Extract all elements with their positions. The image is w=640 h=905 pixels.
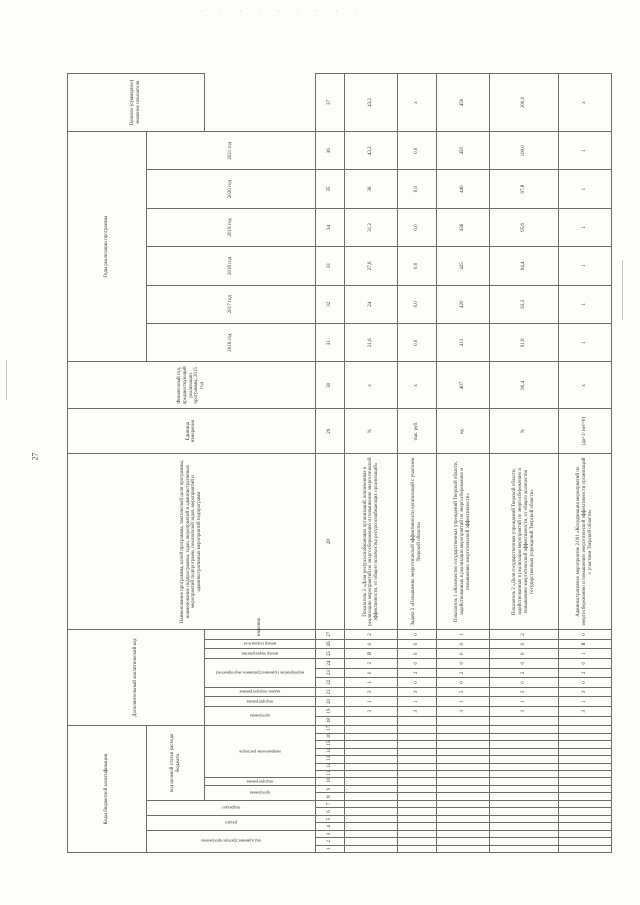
row-fin-year: х	[398, 362, 436, 409]
scan-mark-left	[6, 360, 7, 400]
row-year-value: 0,0	[398, 323, 436, 361]
header-section: раздел	[147, 815, 316, 830]
budget-code-cell	[558, 815, 611, 822]
add-code-cell	[436, 716, 489, 726]
budget-code-cell	[489, 830, 558, 837]
add-code-digit: 1	[489, 697, 558, 707]
header-fin-year: Финансовый год, предшествующий реализации программы, 2015 год	[68, 362, 316, 409]
budget-code-cell	[436, 845, 489, 852]
budget-code-cell	[398, 756, 436, 763]
budget-code-cell	[558, 741, 611, 748]
budget-code-cell	[436, 830, 489, 837]
budget-code-cell	[436, 726, 489, 734]
header-subsection: подраздел	[147, 800, 316, 815]
header-year-2021: 2021 год	[147, 132, 316, 170]
column-number-23: 23	[315, 668, 344, 678]
row-year-value: 91,8	[489, 323, 558, 361]
budget-code-cell	[558, 748, 611, 755]
row-year-value: 1	[558, 247, 611, 285]
row-fin-year: 407	[436, 362, 489, 409]
column-number-21: 21	[315, 687, 344, 697]
table-row	[436, 74, 489, 853]
budget-code-cell	[344, 756, 397, 763]
add-code-digit: 1	[344, 678, 397, 688]
row-year-value: 24	[344, 285, 397, 323]
table-row	[344, 74, 397, 853]
column-number-14: 14	[315, 748, 344, 755]
add-code-digit: 2	[344, 630, 397, 640]
add-code-digit: 1	[398, 697, 436, 707]
column-number-12: 12	[315, 763, 344, 770]
row-year-value: 1	[558, 208, 611, 246]
budget-code-cell	[344, 726, 397, 734]
header-unit: Единица измерения	[68, 409, 316, 454]
header-year-2016: 2016 год	[147, 323, 316, 361]
column-number-22: 22	[315, 678, 344, 688]
header-year-2018: 2018 год	[147, 247, 316, 285]
add-code-digit: Я	[558, 639, 611, 649]
column-numbers-row	[315, 74, 344, 853]
budget-code-cell	[398, 771, 436, 778]
budget-code-cell	[344, 763, 397, 770]
add-code-digit: 0	[558, 658, 611, 668]
add-code-digit: 0	[489, 639, 558, 649]
row-year-value: 0,0	[398, 170, 436, 208]
add-code-digit: 1	[436, 697, 489, 707]
add-code-digit: 1	[344, 697, 397, 707]
budget-code-cell	[558, 830, 611, 837]
budget-code-cell	[558, 778, 611, 785]
column-number-30: 30	[315, 362, 344, 409]
add-code-digit: 2	[558, 668, 611, 678]
header-target: Целевое (суммарное) значение показателя	[68, 74, 205, 132]
row-year-value: 0,0	[398, 247, 436, 285]
header-years-group: Годы реализации программы	[68, 132, 147, 362]
column-number-4: 4	[315, 823, 344, 830]
column-number-18: 18	[315, 716, 344, 726]
budget-code-cell	[398, 815, 436, 822]
column-number-28: 28	[315, 454, 344, 630]
add-code-digit: 0	[398, 639, 436, 649]
budget-code-cell	[398, 741, 436, 748]
budget-code-cell	[489, 756, 558, 763]
column-number-19: 19	[315, 706, 344, 716]
column-number-2: 2	[315, 838, 344, 845]
budget-code-cell	[398, 763, 436, 770]
budget-code-cell	[398, 778, 436, 785]
budget-code-cell	[344, 748, 397, 755]
add-code-digit: 0	[398, 678, 436, 688]
header-add-task: задача подпрограммы	[205, 687, 316, 697]
column-number-27: 27	[315, 630, 344, 640]
row-year-value: 450	[436, 132, 489, 170]
budget-code-cell	[436, 733, 489, 740]
add-code-digit: Я	[344, 649, 397, 659]
budget-code-cell	[344, 741, 397, 748]
header-year-2017: 2017 год	[147, 285, 316, 323]
add-code-digit: 0	[344, 639, 397, 649]
budget-code-cell	[489, 733, 558, 740]
row-year-value: 436	[436, 208, 489, 246]
add-code-digit: 0	[398, 649, 436, 659]
header-value: значение	[205, 630, 316, 640]
budget-code-cell	[344, 800, 397, 807]
row-year-value: 1	[558, 285, 611, 323]
add-code-cell	[489, 716, 558, 726]
add-code-digit: 2	[436, 668, 489, 678]
budget-code-cell	[489, 838, 558, 845]
add-code-digit: 0	[489, 678, 558, 688]
header-budget-codes: Коды бюджетной классификации	[68, 726, 147, 853]
header-admin-code: код администратора программы	[147, 830, 316, 852]
budget-code-cell	[344, 771, 397, 778]
header-add-event: мероприятие (административное мероприятие)	[205, 658, 316, 687]
data-rows	[344, 74, 611, 853]
row-year-value: 0,0	[398, 208, 436, 246]
row-unit: тыс. руб.	[398, 409, 436, 454]
row-target: 43,2	[344, 74, 397, 132]
column-number-29: 29	[315, 409, 344, 454]
budget-code-cell	[558, 800, 611, 807]
row-year-value: 420	[436, 285, 489, 323]
row-unit: %	[344, 409, 397, 454]
row-year-value: 0,0	[398, 132, 436, 170]
budget-code-cell	[344, 785, 397, 792]
budget-code-cell	[436, 793, 489, 800]
budget-code-cell	[344, 733, 397, 740]
row-fin-year: х	[558, 362, 611, 409]
column-number-35: 35	[315, 170, 344, 208]
column-number-1: 1	[315, 845, 344, 852]
budget-code-cell	[398, 785, 436, 792]
row-year-value: 425	[436, 247, 489, 285]
add-code-digit: 3	[344, 687, 397, 697]
row-year-value: 95,6	[489, 208, 558, 246]
add-code-digit: 2	[398, 668, 436, 678]
row-year-value: 0,0	[398, 285, 436, 323]
budget-code-cell	[398, 793, 436, 800]
budget-code-cell	[489, 800, 558, 807]
header-year-2020: 2020 год	[147, 170, 316, 208]
row-year-value: 100,0	[489, 132, 558, 170]
column-number-20: 20	[315, 697, 344, 707]
budget-code-cell	[344, 793, 397, 800]
add-code-digit: 3	[436, 687, 489, 697]
budget-code-cell	[436, 823, 489, 830]
add-code-digit: 2	[344, 658, 397, 668]
budget-code-cell	[558, 763, 611, 770]
row-target: 450	[436, 74, 489, 132]
header-add-program: программа	[205, 706, 316, 725]
add-code-cell	[344, 716, 397, 726]
budget-code-cell	[558, 726, 611, 734]
column-number-24: 24	[315, 658, 344, 668]
row-year-value: 94,4	[489, 247, 558, 285]
header-target-article: код целевой статьи расхода бюджета	[147, 726, 205, 801]
budget-code-cell	[398, 845, 436, 852]
scan-mark-right	[622, 260, 623, 320]
table-row	[398, 74, 436, 853]
row-name: Задача 2 «Повышение энергетической эффективности организаций с участием Тверской области»	[398, 454, 436, 630]
column-number-16: 16	[315, 733, 344, 740]
budget-code-cell	[558, 733, 611, 740]
row-year-value: 1	[558, 323, 611, 361]
add-code-digit: 0	[436, 658, 489, 668]
column-number-25: 25	[315, 649, 344, 659]
budget-code-cell	[398, 733, 436, 740]
budget-code-cell	[344, 823, 397, 830]
column-number-33: 33	[315, 247, 344, 285]
add-code-cell	[398, 716, 436, 726]
budget-code-cell	[344, 778, 397, 785]
row-year-value: 413	[436, 323, 489, 361]
column-number-13: 13	[315, 756, 344, 763]
rotated-table-page	[67, 73, 612, 853]
budget-code-cell	[558, 756, 611, 763]
budget-code-cell	[558, 845, 611, 852]
header-add-event-no: номер мероприятия	[205, 649, 316, 659]
budget-code-cell	[558, 808, 611, 815]
budget-code-cell	[398, 726, 436, 734]
row-name: Показатель 2 «Доля государственных учреждений Тверской области, задействованных в реализации мероприятий по энергосбережению и повышению энергетической эффективности, от общего количества государственных учреждений Тверской области»	[489, 454, 558, 630]
column-number-31: 31	[315, 323, 344, 361]
budget-code-cell	[344, 815, 397, 822]
column-number-10: 10	[315, 778, 344, 785]
budget-code-cell	[489, 741, 558, 748]
row-year-value: 31,2	[344, 208, 397, 246]
budget-code-cell	[436, 771, 489, 778]
row-year-value: 36	[344, 170, 397, 208]
budget-code-cell	[558, 785, 611, 792]
add-code-digit: 0	[489, 649, 558, 659]
budget-code-cell	[436, 800, 489, 807]
row-name: Показатель 1 «Количество государственных учреждений Тверской области, задействованных в реализации мероприятий по энергосбережению и повышению энергетической эффективности»	[436, 454, 489, 630]
budget-code-cell	[489, 763, 558, 770]
add-code-digit: 0	[398, 658, 436, 668]
budget-code-cell	[489, 726, 558, 734]
column-number-36: 36	[315, 132, 344, 170]
budget-code-cell	[489, 845, 558, 852]
page-number: 27	[30, 452, 40, 461]
add-code-digit: 0	[436, 639, 489, 649]
budget-code-cell	[436, 778, 489, 785]
row-unit: ед.	[436, 409, 489, 454]
budget-code-cell	[436, 815, 489, 822]
budget-code-cell	[344, 845, 397, 852]
header-add-subprogram: подпрограмма	[205, 697, 316, 707]
row-year-value: 1	[558, 170, 611, 208]
column-number-5: 5	[315, 815, 344, 822]
row-year-value: 93,3	[489, 285, 558, 323]
budget-code-cell	[558, 838, 611, 845]
budget-code-cell	[558, 823, 611, 830]
header-year-2019: 2019 год	[147, 208, 316, 246]
add-code-digit: 3	[398, 687, 436, 697]
budget-code-cell	[344, 830, 397, 837]
header-additional-code: Дополнительный аналитический код	[68, 630, 205, 726]
add-code-digit: 3	[558, 706, 611, 716]
budget-code-cell	[489, 823, 558, 830]
add-code-digit: 3	[436, 706, 489, 716]
budget-code-cell	[489, 808, 558, 815]
column-number-17: 17	[315, 726, 344, 734]
column-number-34: 34	[315, 208, 344, 246]
column-number-6: 6	[315, 808, 344, 815]
column-number-8: 8	[315, 793, 344, 800]
row-unit: (да=1/ нет=0)	[558, 409, 611, 454]
row-unit: %	[489, 409, 558, 454]
column-number-26: 26	[315, 639, 344, 649]
budget-code-cell	[398, 838, 436, 845]
budget-code-cell	[489, 778, 558, 785]
row-fin-year: 90,4	[489, 362, 558, 409]
column-number-15: 15	[315, 741, 344, 748]
budget-code-cell	[489, 771, 558, 778]
add-code-digit: 0	[558, 630, 611, 640]
add-code-digit: 3	[398, 706, 436, 716]
add-code-digit: 0	[436, 678, 489, 688]
row-target: 100,0	[489, 74, 558, 132]
row-name: Показатель 2 «Доля ресурсоснабжающих организаций, вовлеченных в реализацию мероприятий по энергосбережению и повышению энергетической эффективности, от общего количества ресурсоснабжающих организаций»	[344, 454, 397, 630]
program-indicators-table	[67, 73, 612, 853]
add-code-digit: 1	[558, 649, 611, 659]
budget-code-cell	[558, 793, 611, 800]
column-number-11: 11	[315, 771, 344, 778]
header-program: программа	[205, 785, 316, 800]
row-name: Административное мероприятие 2.001 «Координация мероприятий по энергосбережению и повышению энергетической эффективности организаций с участием Тверской области»	[558, 454, 611, 630]
header-subprogram: подпрограмма	[205, 778, 316, 785]
row-year-value: 440	[436, 170, 489, 208]
budget-code-cell	[436, 756, 489, 763]
row-year-value: 21,6	[344, 323, 397, 361]
header-direction: направление расходов	[205, 726, 316, 778]
add-code-digit: 3	[558, 687, 611, 697]
add-code-digit: 0	[344, 668, 397, 678]
budget-code-cell	[436, 763, 489, 770]
table-row	[489, 74, 558, 853]
budget-code-cell	[489, 748, 558, 755]
table-row	[558, 74, 611, 853]
add-code-digit: 0	[398, 630, 436, 640]
column-number-7: 7	[315, 800, 344, 807]
row-target: х	[558, 74, 611, 132]
budget-code-cell	[489, 815, 558, 822]
add-code-digit: 0	[489, 658, 558, 668]
budget-code-cell	[558, 771, 611, 778]
budget-code-cell	[398, 830, 436, 837]
add-code-digit: 3	[344, 706, 397, 716]
budget-code-cell	[344, 838, 397, 845]
add-code-digit: 3	[489, 706, 558, 716]
add-code-digit: 2	[489, 630, 558, 640]
budget-code-cell	[436, 838, 489, 845]
budget-code-cell	[344, 808, 397, 815]
row-fin-year: х	[344, 362, 397, 409]
row-year-value: 43,2	[344, 132, 397, 170]
header-name: Наименование программы, целей программы, тактической цели программы, наименование подпрограммы, задач, мероприятий и административных мероприятий подпрограмм, показателей задач, мероприятий и административных мероприятий подпрограмм	[68, 454, 316, 630]
add-code-cell	[558, 716, 611, 726]
budget-code-cell	[436, 808, 489, 815]
header-add-indicator: номер показателя	[205, 639, 316, 649]
budget-code-cell	[398, 823, 436, 830]
budget-code-cell	[398, 748, 436, 755]
row-year-value: 27,6	[344, 247, 397, 285]
row-year-value: 1	[558, 132, 611, 170]
budget-code-cell	[436, 785, 489, 792]
add-code-digit: 3	[489, 687, 558, 697]
budget-code-cell	[489, 793, 558, 800]
add-code-digit: 0	[558, 678, 611, 688]
add-code-digit: 1	[436, 630, 489, 640]
add-code-digit: 2	[489, 668, 558, 678]
column-number-32: 32	[315, 285, 344, 323]
column-number-9: 9	[315, 785, 344, 792]
budget-code-cell	[398, 808, 436, 815]
row-target: х	[398, 74, 436, 132]
add-code-digit: 0	[436, 649, 489, 659]
column-number-3: 3	[315, 830, 344, 837]
row-year-value: 97,8	[489, 170, 558, 208]
column-number-37: 37	[315, 74, 344, 132]
add-code-digit: 1	[558, 697, 611, 707]
budget-code-cell	[489, 785, 558, 792]
budget-code-cell	[436, 748, 489, 755]
budget-code-cell	[398, 800, 436, 807]
budget-code-cell	[436, 741, 489, 748]
scan-noise: · · · · · · · · ·	[200, 8, 364, 15]
